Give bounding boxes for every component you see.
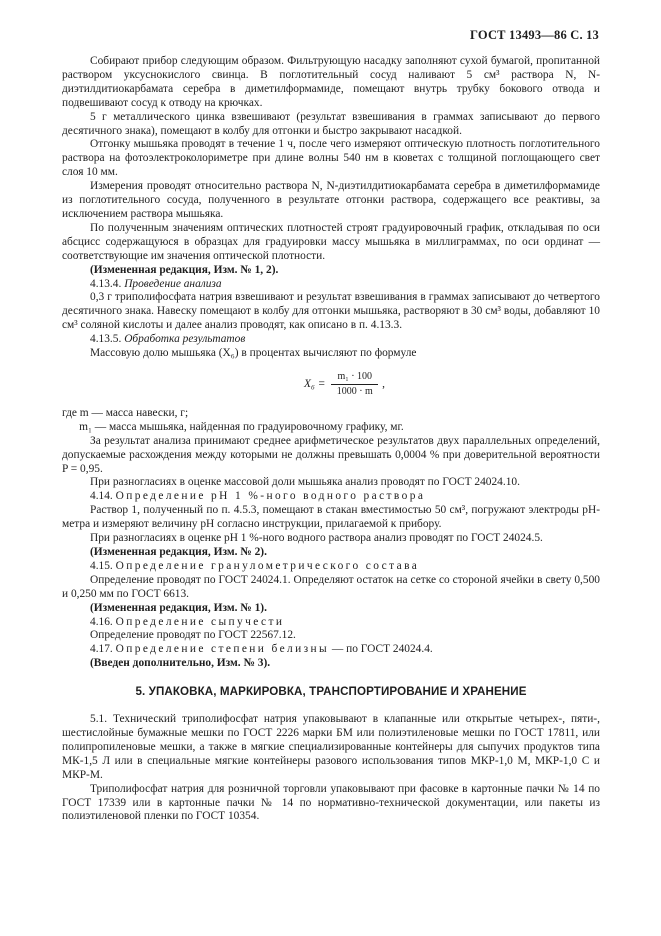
paragraph: При разногласиях в оценке рН 1 %-ного водного раствора анализ проводят по ГОСТ 24024.5.	[90, 532, 543, 545]
amendment-note: (Измененная редакция, Изм. № 1).	[90, 601, 267, 614]
formula-fraction	[331, 371, 378, 398]
formula-lhs: X₆ =	[304, 377, 326, 390]
document-body	[62, 55, 600, 824]
subsection-tail: — по ГОСТ 24024.4.	[331, 643, 433, 656]
paragraph: По полученным значениям оптических плотностей строят градуировочный график, откладывая по оси абсцисс содержащуюся в образцах для градуировки массу мышьяка в миллиграммах, по оси ординат — соответствующие им значения оптической плотности.	[62, 221, 600, 262]
subsection-title: Определение сыпучести	[115, 615, 285, 628]
subsection-number: 4.15.	[90, 559, 113, 572]
paragraph: Определение проводят по ГОСТ 22567.12.	[90, 629, 296, 642]
amendment-note: (Измененная редакция, Изм. № 1, 2).	[90, 263, 279, 276]
subsection-number: 4.13.5.	[90, 333, 122, 346]
where-item	[62, 421, 600, 435]
amendment-note: (Введен дополнительно, Изм. № 3).	[90, 657, 271, 670]
paragraph: Определение проводят по ГОСТ 24024.1. Определяют остаток на сетке со стороной ячейки в свету 0,500 и 0,250 мм по ГОСТ 6613.	[62, 573, 600, 600]
formula	[304, 365, 600, 405]
paragraph: 5 г металлического цинка взвешивают (результат взвешивания в граммах записывают до первого десятичного знака), помещают в колбу для отгонки и быстро закрывают насадкой.	[62, 110, 600, 137]
paragraph: При разногласиях в оценке массовой доли мышьяка анализ проводят по ГОСТ 24024.10.	[90, 476, 520, 489]
formula-tail: ,	[382, 377, 385, 390]
subsection-title: Определение степени белизны	[115, 643, 330, 656]
subsection-heading	[62, 490, 600, 504]
formula-numerator: m₁ · 100	[331, 371, 378, 385]
subsection-number: 4.16.	[90, 615, 113, 628]
subsection-title: Обработка результатов	[124, 333, 246, 346]
paragraph: Массовую долю мышьяка (X₆) в процентах вычисляют по формуле	[90, 347, 417, 360]
formula-denominator: 1000 · m	[336, 386, 373, 398]
subsection-title: Определение гранулометрического состава	[115, 559, 420, 572]
section-title: 5. УПАКОВКА, МАРКИРОВКА, ТРАНСПОРТИРОВАНИЕ И ХРАНЕНИЕ	[135, 685, 527, 699]
subsection-title: Проведение анализа	[124, 277, 222, 290]
where-definition: масса мышьяка, найденная по градуировочному графику, мг.	[109, 420, 404, 433]
page-header: ГОСТ 13493—86 С. 13	[470, 28, 599, 42]
paragraph: За результат анализа принимают среднее арифметическое результатов двух параллельных определений, допускаемые расхождения между которыми не должны превышать 0,0004 % при доверительной вероятности P = 0,95.	[62, 434, 600, 475]
subsection-heading	[62, 643, 600, 657]
subsection-number: 4.17.	[90, 643, 113, 656]
subsection-number: 4.14.	[90, 490, 113, 503]
paragraph: Измерения проводят относительно раствора N, N-диэтилдитиокарбамата серебра в диметилформамиде из поглотительного сосуда, полученного в результате отгонки раствора, содержащего все реактивы, за исключением раствора мышьяка.	[62, 180, 600, 220]
where-definition: масса навески, г;	[105, 406, 189, 419]
paragraph: Собирают прибор следующим образом. Фильтрующую насадку заполняют сухой бумагой, пропитанной раствором уксуснокислого свинца. В поглотительный сосуд наливают 5 см³ раствора N, N-диэтилдитиокарбамата серебра в диметилформамиде, помещают внутрь трубку бокового отвода и подвешивают сосуд к отводу на крючках.	[62, 55, 600, 109]
subsection-heading	[62, 278, 600, 292]
subsection-number: 4.13.4.	[90, 277, 122, 290]
subsection-title: Определение рН 1 %-ного водного раствора	[115, 490, 426, 503]
where-term: где m —	[62, 406, 106, 419]
where-item	[62, 407, 600, 421]
where-term: m₁ —	[62, 420, 110, 433]
amendment-note: (Измененная редакция, Изм. № 2).	[90, 546, 267, 558]
paragraph: 0,3 г триполифосфата натрия взвешивают и результат взвешивания в граммах записывают до четвертого десятичного знака. Навеску помещают в колбу для отгонки мышьяка, растворяют в 30 см³ воды, добавляют 10 см³ соляной кислоты и далее анализ проводят, как описано в п. 4.13.3.	[62, 291, 600, 332]
paragraph: Отгонку мышьяка проводят в течение 1 ч, после чего измеряют оптическую плотность поглотительного раствора на фотоэлектроколориметре при длине волны 540 нм в кюветах с толщиной поглощающего свет слоя 10 мм.	[62, 138, 600, 179]
subsection-heading	[62, 333, 600, 347]
paragraph: Раствор 1, полученный по п. 4.5.3, помещают в стакан вместимостью 50 см³, погружают электроды рН-метра и измеряют величину рН согласно инструкции, прилагаемой к прибору.	[62, 504, 600, 531]
paragraph: 5.1. Технический триполифосфат натрия упаковывают в клапанные или открытые четырех-, пяти-, шестислойные бумажные мешки по ГОСТ 2226 марки БМ или полиэтиленовые мешки по ГОСТ 17811, или полипропиленовые мешки, а также в мягкие специализированные контейнеры для сыпучих продуктов типа МК-1,5 Л или в специальные мягкие контейнеры разового использования типов МКР-1,0 М, МКР-1,0 С и МКР-М.	[62, 713, 600, 781]
subsection-heading	[62, 560, 600, 574]
paragraph: Триполифосфат натрия для розничной торговли упаковывают при фасовке в картонные пачки № 14 по ГОСТ 17339 или в картонные пачки № 14 по нормативно-технической документации, или пакеты из полиэтиленовой пленки по ГОСТ 10354.	[62, 782, 600, 823]
subsection-heading	[62, 616, 600, 630]
